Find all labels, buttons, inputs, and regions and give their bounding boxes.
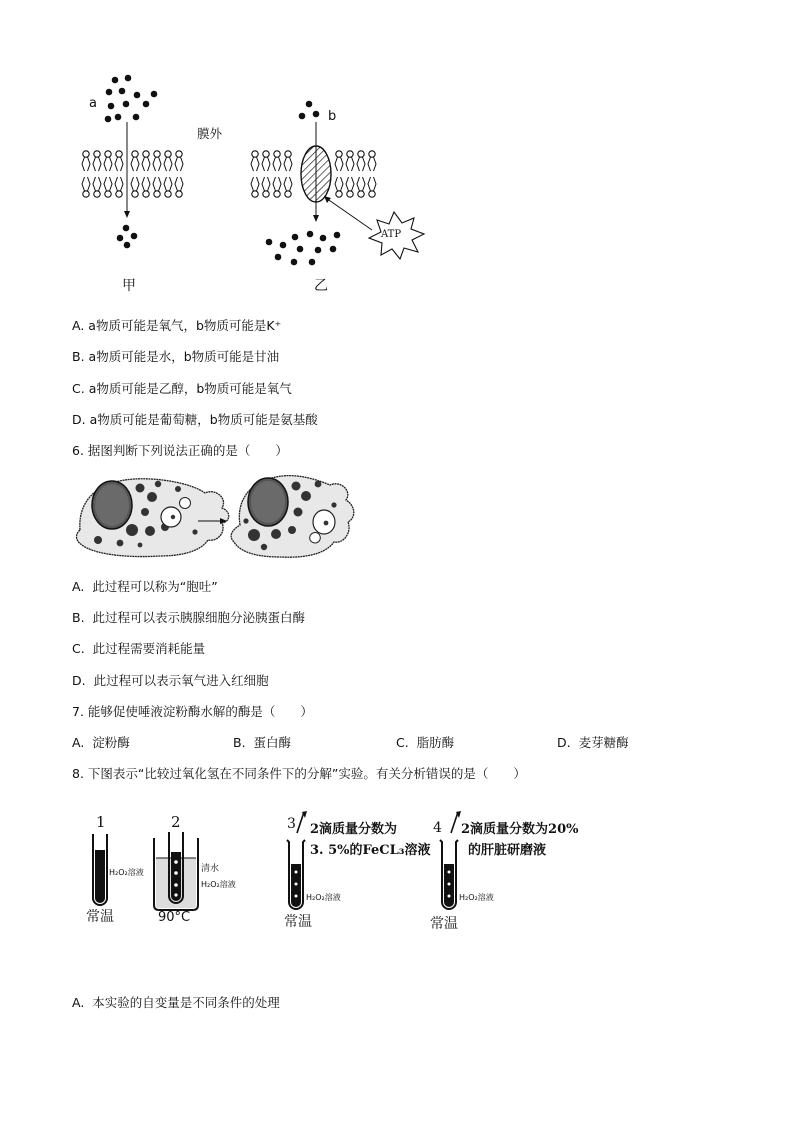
option-a[interactable]: A. a物质可能是氧气，b物质可能是K⁺ — [72, 318, 282, 333]
test-tube-1 — [93, 834, 107, 905]
tube-3-reagent-line1: 2滴质量分数为 — [310, 822, 398, 837]
option-d[interactable]: D. a物质可能是葡萄糖，b物质可能是氨基酸 — [72, 412, 318, 427]
test-tube-4 — [440, 811, 461, 909]
tube-1-number: 1 — [96, 813, 106, 831]
h2o2-experiment-figure — [0, 0, 794, 140]
tube-2-condition: 90°C — [158, 910, 191, 925]
molecules-a-inside — [117, 225, 138, 249]
tube-4-number: 4 — [433, 820, 442, 836]
tube-2-liquid: H₂O₂溶液 — [201, 880, 236, 889]
tube-2-number: 2 — [171, 813, 181, 831]
label-b: b — [328, 109, 337, 124]
molecules-b-inside — [266, 231, 341, 266]
tube-4-reagent-line2: 的肝脏研磨液 — [468, 843, 547, 858]
option-b[interactable]: B. a物质可能是水，b物质可能是甘油 — [72, 349, 280, 364]
q7-option-d[interactable]: D. 麦芽糖酶 — [557, 735, 629, 750]
q6-option-a[interactable]: A. 此过程可以称为“胞吐” — [72, 579, 218, 594]
atp-label: ATP — [381, 229, 402, 240]
lipid-bilayer-left — [82, 151, 183, 197]
tube-4-condition: 常温 — [430, 916, 458, 932]
tube-3-number: 3 — [287, 816, 296, 832]
q6-stem: 6. 据图判断下列说法正确的是（ ） — [72, 443, 288, 458]
option-c[interactable]: C. a物质可能是乙醇，b物质可能是氧气 — [72, 381, 292, 396]
beaker-tube-2 — [154, 832, 198, 910]
tube-3-reagent-line2: 3. 5%的FeCL₃溶液 — [310, 843, 431, 858]
arrow-atp — [326, 198, 372, 230]
tube-1-liquid: H₂O₂溶液 — [109, 868, 144, 877]
carrier-protein — [301, 146, 331, 202]
tube-4-reagent-line1: 2滴质量分数为20% — [461, 822, 579, 837]
q8-option-a[interactable]: A. 本实验的自变量是不同条件的处理 — [72, 995, 280, 1010]
q7-option-c[interactable]: C. 脂肪酶 — [396, 735, 455, 750]
q6-option-d[interactable]: D. 此过程可以表示氧气进入红细胞 — [72, 673, 269, 688]
tube-3-liquid: H₂O₂溶液 — [306, 893, 341, 902]
q8-stem: 8. 下图表示“比较过氧化氢在不同条件下的分解”实验。有关分析错误的是（ ） — [72, 766, 526, 781]
tube-4-liquid: H₂O₂溶液 — [459, 893, 494, 902]
q7-stem: 7. 能够促使唾液淀粉酶水解的酶是（ ） — [72, 704, 313, 719]
q7-option-b[interactable]: B. 蛋白酶 — [233, 735, 292, 750]
tube-2-water: 清水 — [201, 864, 220, 874]
q6-option-b[interactable]: B. 此过程可以表示胰腺细胞分泌胰蛋白酶 — [72, 610, 306, 625]
label-a: a — [89, 96, 97, 111]
caption-yi: 乙 — [314, 278, 328, 294]
q7-option-a[interactable]: A. 淀粉酶 — [72, 735, 130, 750]
tube-1-condition: 常温 — [86, 909, 114, 925]
outside-membrane-label: 膜外 — [197, 126, 223, 141]
q6-option-c[interactable]: C. 此过程需要消耗能量 — [72, 641, 206, 656]
tube-3-condition: 常温 — [284, 914, 312, 930]
caption-jia: 甲 — [122, 278, 136, 294]
